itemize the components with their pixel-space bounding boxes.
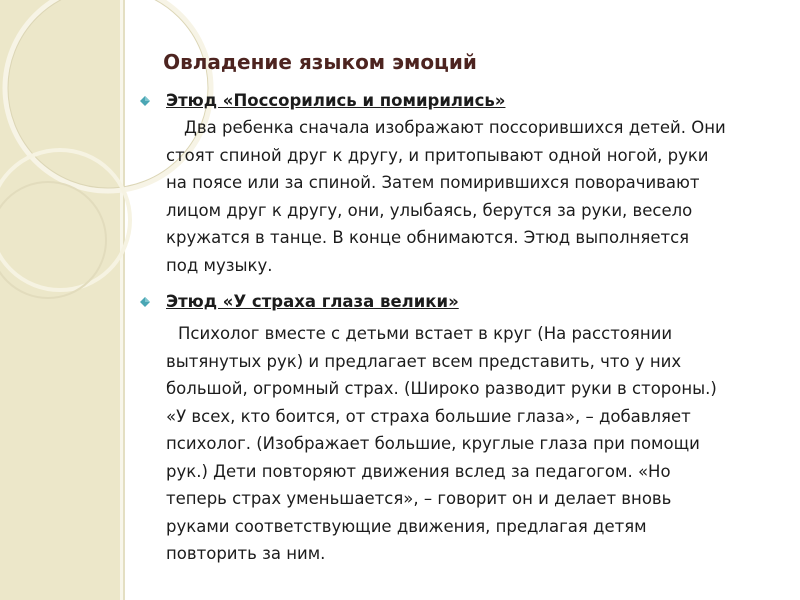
text-line: лицом друг к другу, они, улыбаясь, берутся за руки, весело — [166, 200, 693, 220]
text-line: теперь страх уменьшается», – говорит он и делает вновь — [166, 489, 672, 508]
slide-title: Овладение языком эмоций — [163, 50, 477, 74]
section-heading-1: Этюд «Поссорились и помирились» — [166, 91, 506, 110]
text-line: «У всех, кто боится, от страха большие глаза», – добавляет — [166, 406, 691, 426]
bullet-diamond-icon — [140, 297, 150, 307]
ring-small — [0, 182, 106, 298]
text-line: Психолог вместе с детьми встает в круг (На расстоянии — [178, 324, 673, 343]
section-text-2 — [166, 320, 788, 348]
text-line: под музыку. — [166, 255, 273, 275]
text-line: Два ребенка сначала изображают поссорившихся детей. Они — [184, 118, 726, 137]
text-line: большой, огромный страх. (Широко разводит руки в стороны.) — [166, 379, 717, 398]
text-line: повторить за ним. — [166, 544, 326, 563]
section-text-2-cont — [166, 348, 776, 568]
text-line: руками соответствующие движения, предлагая детям — [166, 516, 647, 536]
text-line: вытянутых рук) и предлагает всем представить, что у них — [166, 351, 682, 371]
text-line: кружатся в танце. В конце обнимаются. Этюд выполняется — [166, 228, 690, 247]
section-text-1 — [166, 114, 794, 142]
slide-content — [130, 0, 770, 600]
text-line: на поясе или за спиной. Затем помирившихся поворачивают — [166, 173, 700, 192]
section-text-1-cont — [166, 142, 776, 280]
bullet-diamond-icon — [140, 96, 150, 106]
text-line: психолог. (Изображает большие, круглые глаза при помощи — [166, 434, 700, 453]
ring-medium — [0, 150, 130, 290]
text-line: стоят спиной друг к другу, и притопывают одной ногой, руки — [166, 145, 709, 165]
section-heading-2: Этюд «У страха глаза велики» — [166, 292, 459, 311]
text-line: рук.) Дети повторяют движения вслед за педагогом. «Но — [166, 461, 671, 481]
